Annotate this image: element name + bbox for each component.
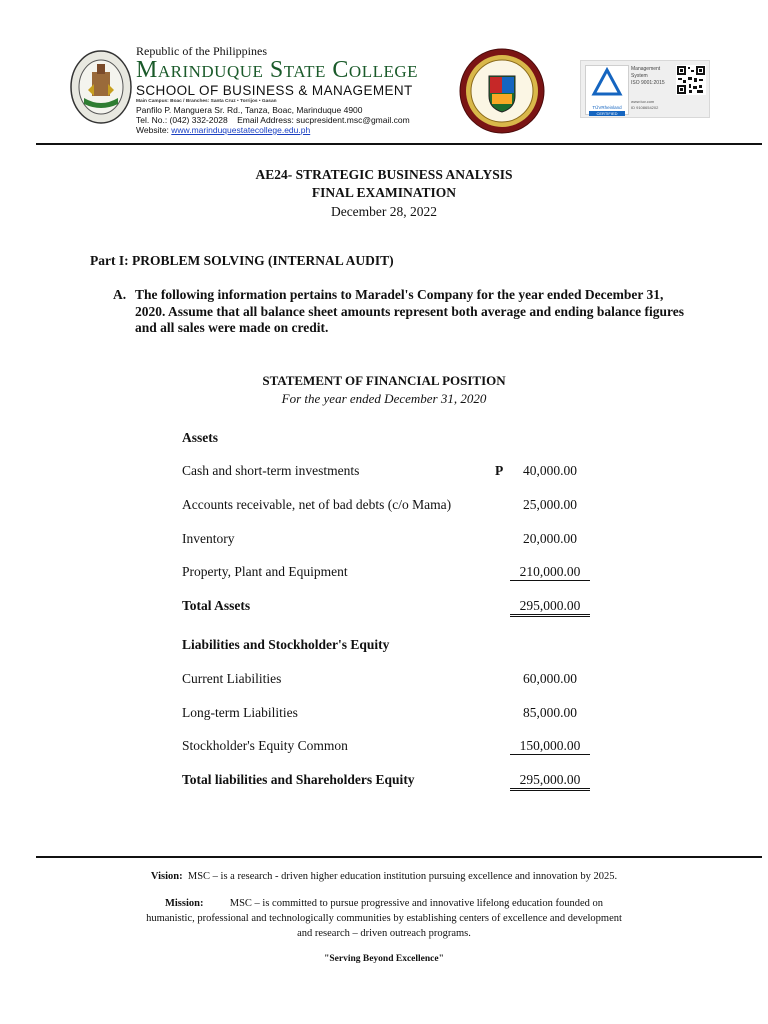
liability-row-amount: 150,000.00	[510, 738, 590, 755]
asset-row-amount: 210,000.00	[510, 564, 590, 581]
asset-row-amount: 20,000.00	[523, 531, 577, 546]
liability-row-label: Stockholder's Equity Common	[182, 738, 348, 753]
mission-statement: Mission: MSC – is committed to pursue progressive and innovative lifelong education founded on humanistic, professional and technologically communities by establishing centers of excellence and development and research – driven outreach programs.	[146, 898, 622, 939]
item-text: The following information pertains to Maradel's Company for the year ended December 31, 2020. Assume that all balance sheet amounts represent both average and ending balance figures and all sales were made on credit.	[135, 287, 685, 335]
statement-subtitle: For the year ended December 31, 2020	[281, 391, 487, 406]
footer-divider	[36, 856, 762, 858]
tuv-brand: TÜVRheinland	[592, 105, 622, 110]
asset-row-amount: 25,000.00	[523, 497, 577, 512]
part-heading: Part I: PROBLEM SOLVING (INTERNAL AUDIT)	[90, 253, 394, 268]
website-line: Website: www.marinduquestatecollege.edu.ph	[136, 125, 311, 135]
republic-line: Republic of the Philippines	[136, 44, 267, 58]
tuv-id-text: www.tuv.com ID 9108654202	[631, 99, 659, 110]
motto: "Serving Beyond Excellence"	[324, 954, 444, 964]
campus-line: Main Campus: Boac / Branches: Santa Cruz • Torrijos • Gasan	[136, 99, 277, 104]
tuv-certified: CERTIFIED	[589, 111, 625, 116]
asset-row-amount: 40,000.00	[523, 463, 577, 478]
iso-certification-badge	[580, 60, 710, 118]
college-name: Marinduque State College	[136, 57, 419, 83]
exam-title: FINAL EXAMINATION	[311, 185, 457, 200]
college-info	[136, 44, 466, 135]
address-line: Panfilo P. Manguera Sr. Rd., Tanza, Boac, Marinduque 4900	[136, 105, 363, 115]
total-assets-amount: 295,000.00	[510, 598, 590, 617]
liability-row-amount: 85,000.00	[523, 705, 577, 720]
total-liabilities-label: Total liabilities and Shareholders Equity	[182, 772, 415, 787]
tuv-logo-icon	[585, 65, 629, 115]
statement-title: STATEMENT OF FINANCIAL POSITION	[262, 373, 506, 388]
asset-row-label: Inventory	[182, 531, 235, 546]
asset-row-label: Cash and short-term investments	[182, 463, 360, 478]
liability-row-amount: 60,000.00	[523, 671, 577, 686]
header-divider	[36, 143, 762, 145]
assets-heading: Assets	[182, 430, 218, 445]
item-letter: A.	[113, 287, 127, 302]
liability-row-label: Current Liabilities	[182, 671, 282, 686]
letterhead	[0, 0, 768, 142]
vision-statement: Vision: MSC – is a research - driven higher education institution pursuing excellence and innovation by 2025.	[150, 871, 618, 882]
asset-row-label: Accounts receivable, net of bad debts (c/o Mama)	[182, 497, 452, 512]
website-link[interactable]: www.marinduquestatecollege.edu.ph	[171, 125, 311, 135]
school-name: SCHOOL OF BUSINESS & MANAGEMENT	[136, 83, 413, 98]
course-title: AE24- STRATEGIC BUSINESS ANALYSIS	[255, 167, 513, 182]
liabilities-heading: Liabilities and Stockholder's Equity	[182, 637, 390, 652]
qr-code-icon	[676, 65, 706, 95]
school-seal-icon	[459, 48, 545, 134]
liability-row-label: Long-term Liabilities	[182, 705, 298, 720]
total-assets-label: Total Assets	[182, 598, 251, 613]
exam-date: December 28, 2022	[330, 204, 438, 219]
total-liabilities-amount: 295,000.00	[510, 772, 590, 791]
contact-line: Tel. No.: (042) 332-2028 Email Address: sucpresident.msc@gmail.com	[136, 115, 410, 125]
college-seal-icon	[70, 50, 132, 124]
currency-symbol: P	[495, 463, 504, 478]
asset-row-label: Property, Plant and Equipment	[182, 564, 348, 579]
tuv-triangle-icon	[586, 66, 628, 100]
tuv-system-text: Management System ISO 9001:2015	[631, 66, 665, 86]
